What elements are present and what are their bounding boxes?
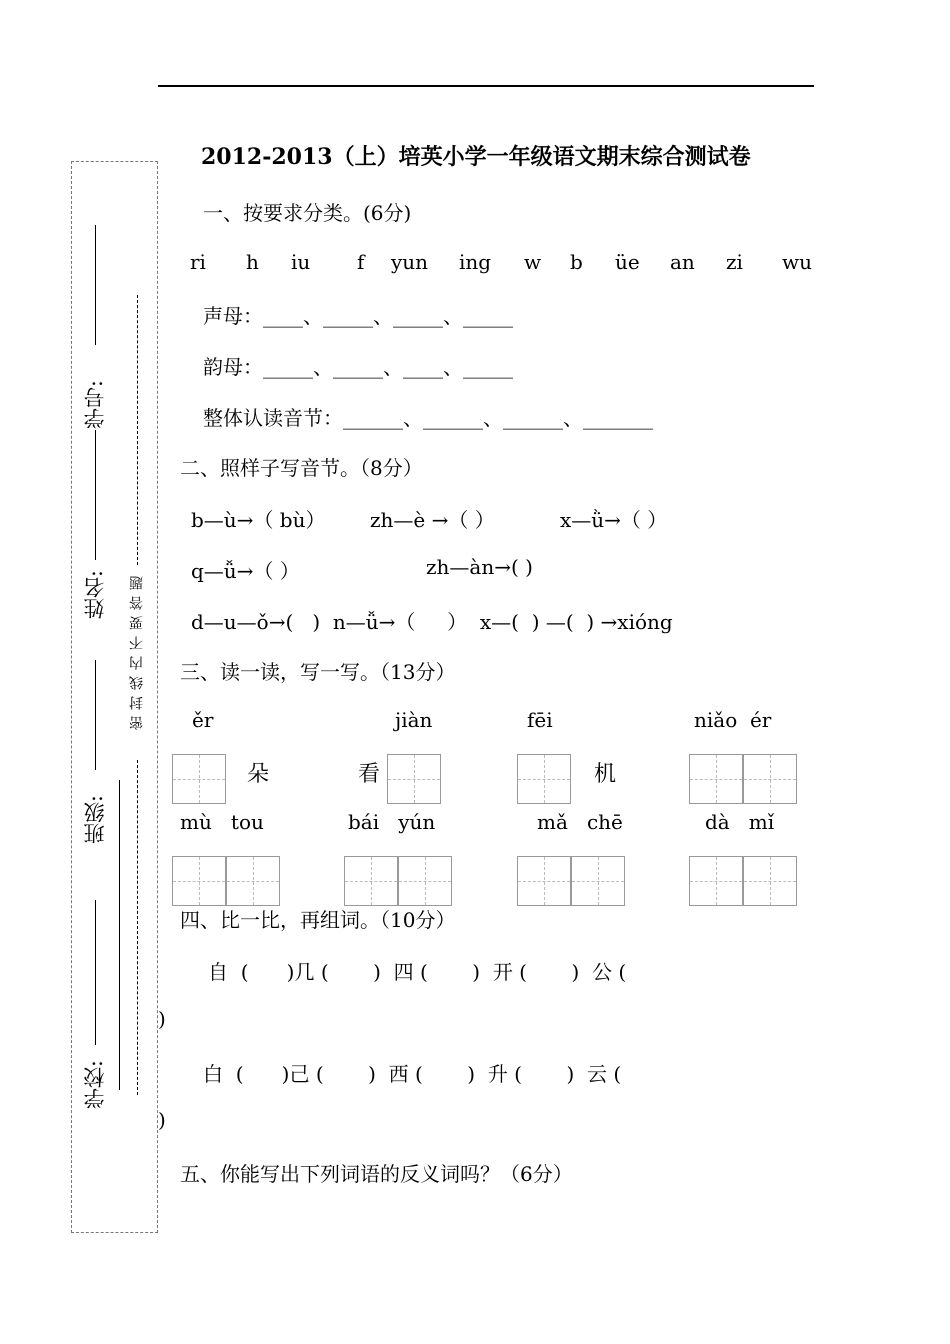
s1-zhengti-line[interactable]: 整体认读音节：______、______、______、_______: [203, 406, 653, 430]
s1-letter-8: b: [570, 250, 583, 274]
section1-heading: 一、按要求分类。(6分): [203, 201, 412, 225]
s1-letter-5: yun: [391, 250, 429, 274]
section4-heading: 四、比一比，再组词。（10分）: [180, 908, 456, 932]
s2-item-3[interactable]: x—ǜ→（ ）: [560, 508, 668, 532]
s1-letter-9: üe: [615, 250, 640, 274]
s3-writing-box-3[interactable]: [517, 754, 571, 804]
s1-letter-10: an: [670, 250, 695, 274]
s3-writing-box-5[interactable]: [743, 754, 797, 804]
s2-item-2[interactable]: zh—è →（ ）: [370, 508, 495, 532]
s4-row-1[interactable]: 自 ( )几 ( ) 四 ( ) 开 ( ) 公 (: [208, 960, 627, 984]
s3-writing-box-12[interactable]: [689, 856, 743, 906]
school-label: 学校:: [83, 1060, 107, 1110]
s3-writing-box-6[interactable]: [172, 856, 226, 906]
s2-item-5[interactable]: zh—àn→( ): [426, 555, 533, 579]
s1-yunmu-line[interactable]: 韵母：_____、_____、____、_____: [203, 355, 513, 379]
seal-line-upper: [137, 295, 138, 565]
seal-line-left: [119, 780, 120, 1090]
s4-row-2[interactable]: 白 ( )己 ( ) 西 ( ) 升 ( ) 云 (: [203, 1062, 622, 1086]
seal-line-lower: [137, 760, 138, 1095]
s3-char-kan: 看: [358, 762, 381, 787]
s3-pinyin-er: ěr: [192, 708, 214, 732]
s3-pinyin-mache: mǎ chē: [537, 810, 623, 834]
s3-writing-box-8[interactable]: [344, 856, 398, 906]
s1-letter-6: ing: [459, 250, 492, 274]
name-line: [95, 430, 96, 560]
s3-char-ji: 机: [594, 762, 617, 787]
s1-letter-11: zi: [726, 250, 743, 274]
seal-text: 密封线内不要答题: [129, 570, 145, 730]
page-title: 2012-2013（上）培英小学一年级语文期末综合测试卷: [201, 144, 751, 170]
s4-row-2-end: ): [158, 1108, 166, 1132]
s3-writing-box-9[interactable]: [398, 856, 452, 906]
section3-heading: 三、读一读，写一写。（13分）: [180, 660, 456, 684]
s3-pinyin-baiyun: bái yún: [348, 810, 436, 834]
s2-item-1: b—ù→（ bù）: [191, 508, 326, 532]
s3-pinyin-mutou: mù tou: [180, 810, 264, 834]
s3-pinyin-dami: dà mǐ: [705, 810, 775, 834]
school-line: [95, 900, 96, 1045]
s3-writing-box-11[interactable]: [571, 856, 625, 906]
student-no-line: [95, 225, 96, 345]
s2-item-4[interactable]: q—ǚ→（ ）: [191, 559, 300, 583]
s3-writing-box-2[interactable]: [387, 754, 441, 804]
s3-writing-box-4[interactable]: [689, 754, 743, 804]
class-label: 班级:: [83, 795, 107, 845]
s3-pinyin-fei: fēi: [527, 708, 553, 732]
s1-letter-7: w: [524, 250, 542, 274]
s3-char-duo: 朵: [247, 762, 270, 787]
s3-pinyin-niaoer: niǎo ér: [694, 708, 772, 732]
class-line: [95, 660, 96, 770]
s3-writing-box-13[interactable]: [743, 856, 797, 906]
s3-writing-box-1[interactable]: [172, 754, 226, 804]
s1-letter-12: wu: [782, 250, 812, 274]
s1-letter-3: iu: [291, 250, 311, 274]
s1-letter-2: h: [246, 250, 259, 274]
section5-heading: 五、你能写出下列词语的反义词吗？（6分）: [180, 1162, 573, 1186]
s4-row-1-end: ): [158, 1007, 166, 1031]
section2-heading: 二、照样子写音节。（8分）: [180, 456, 423, 480]
student-no-label: 学号:: [83, 380, 107, 430]
s3-writing-box-7[interactable]: [226, 856, 280, 906]
s3-writing-box-10[interactable]: [517, 856, 571, 906]
top-rule: [158, 85, 814, 87]
s1-shengmu-line[interactable]: 声母：____、_____、_____、_____: [203, 304, 513, 328]
name-label: 姓名:: [83, 570, 107, 620]
s3-pinyin-jian: jiàn: [395, 708, 433, 732]
s2-item-6[interactable]: d—u—ǒ→( ) n—ǚ→（ ） x—( ) —( ) →xióng: [191, 610, 673, 634]
s1-letter-4: f: [357, 250, 365, 274]
s1-letter-1: ri: [190, 250, 206, 274]
